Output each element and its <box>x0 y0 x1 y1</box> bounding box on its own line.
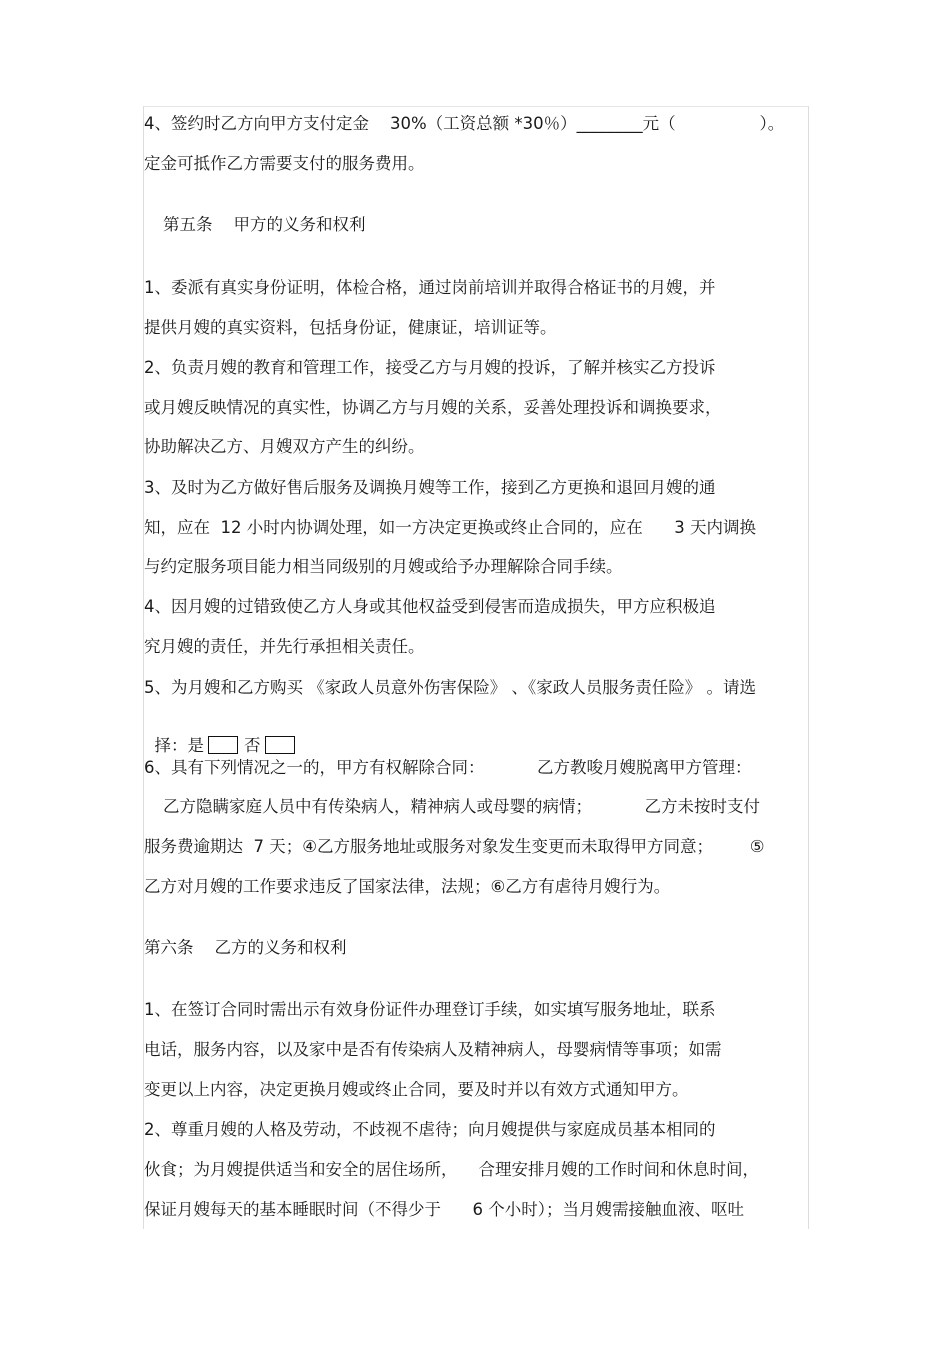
text-line: 6、具有下列情况之一的，甲方有权解除合同： 乙方教唆月嫂脱离甲方管理： <box>144 758 752 777</box>
text-line: 服务费逾期达 7 天；④乙方服务地址或服务对象发生变更而未取得甲方同意； ⑤ <box>144 837 765 856</box>
choice-no-label: 否 <box>244 736 261 755</box>
text-line: 4、签约时乙方向甲方支付定金 30%（工资总额 *30％）________元（ ）。 <box>144 114 785 133</box>
text-line: 电话，服务内容，以及家中是否有传染病人及精神病人，母婴病情等事项；如需 <box>144 1040 722 1059</box>
text-line: 知，应在 12 小时内协调处理，如一方决定更换或终止合同的，应在 3 天内调换 <box>144 518 756 537</box>
text-line: 乙方隐瞒家庭人员中有传染病人，精神病人或母婴的病情； 乙方未按时支付 <box>163 797 760 816</box>
text-line: 伙食；为月嫂提供适当和安全的居住场所， 合理安排月嫂的工作时间和休息时间， <box>144 1160 759 1179</box>
text-line: 3、及时为乙方做好售后服务及调换月嫂等工作，接到乙方更换和退回月嫂的通 <box>144 478 716 497</box>
text-line: 2、负责月嫂的教育和管理工作，接受乙方与月嫂的投诉，了解并核实乙方投诉 <box>144 358 716 377</box>
section-heading: 第五条 甲方的义务和权利 <box>163 215 366 234</box>
text-line: 变更以上内容，决定更换月嫂或终止合同，要及时并以有效方式通知甲方。 <box>144 1080 689 1099</box>
no-checkbox[interactable] <box>265 736 295 754</box>
text-line: 与约定服务项目能力相当同级别的月嫂或给予办理解除合同手续。 <box>144 557 623 576</box>
text-line: 提供月嫂的真实资料，包括身份证，健康证，培训证等。 <box>144 318 557 337</box>
text-line: 乙方对月嫂的工作要求违反了国家法律，法规；⑥乙方有虐待月嫂行为。 <box>144 877 671 896</box>
text-line: 1、委派有真实身份证明，体检合格，通过岗前培训并取得合格证书的月嫂，并 <box>144 278 716 297</box>
text-line: 2、尊重月嫂的人格及劳动，不歧视不虐待；向月嫂提供与家庭成员基本相同的 <box>144 1120 716 1139</box>
text-line: 究月嫂的责任，并先行承担相关责任。 <box>144 637 425 656</box>
text-line: 1、在签订合同时需出示有效身份证件办理登订手续，如实填写服务地址，联系 <box>144 1000 716 1019</box>
text-line: 保证月嫂每天的基本睡眠时间（不得少于 6 个小时）；当月嫂需接触血液、呕吐 <box>144 1200 744 1219</box>
section-heading: 第六条 乙方的义务和权利 <box>144 938 347 957</box>
choice-line <box>144 716 301 756</box>
page-border <box>143 106 809 1229</box>
text-line: 定金可抵作乙方需要支付的服务费用。 <box>144 154 425 173</box>
text-line: 或月嫂反映情况的真实性，协调乙方与月嫂的关系，妥善处理投诉和调换要求， <box>144 398 722 417</box>
text-line: 4、因月嫂的过错致使乙方人身或其他权益受到侵害而造成损失，甲方应积极追 <box>144 597 716 616</box>
text-line: 5、为月嫂和乙方购买 《家政人员意外伤害保险》 、《家政人员服务责任险》 。请选 <box>144 678 756 697</box>
yes-checkbox[interactable] <box>208 736 238 754</box>
choice-prefix: 择：是 <box>154 736 204 755</box>
text-line: 协助解决乙方、月嫂双方产生的纠纷。 <box>144 437 425 456</box>
